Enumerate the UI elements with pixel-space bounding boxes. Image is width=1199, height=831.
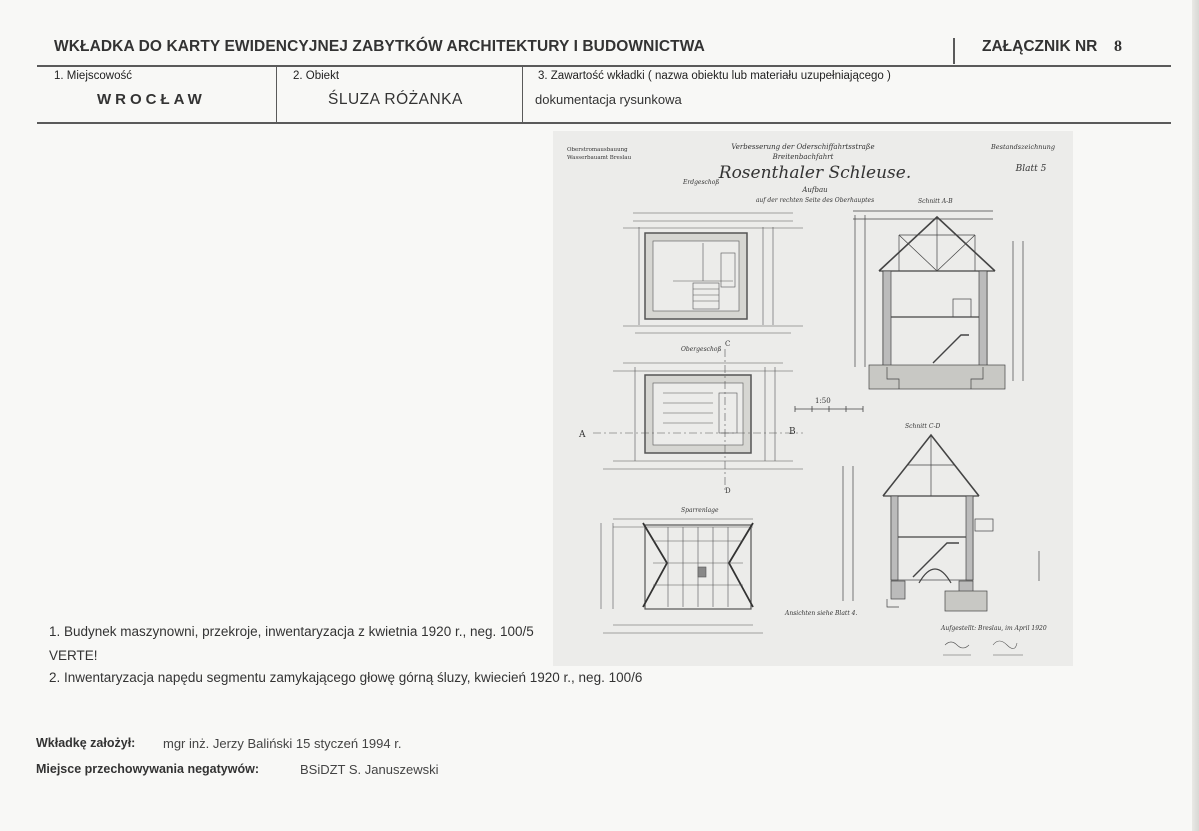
storage-label: Miejsce przechowywania negatywów: (36, 762, 259, 776)
label-section-cd: Schnitt C-D (905, 423, 941, 430)
rafter-layout-plan (601, 519, 763, 633)
drawing-header-left-1: Oberstromausbauung (567, 147, 628, 153)
drawing-svg (553, 131, 1073, 666)
drawing-header-center-2: Breitenbachfahrt (772, 153, 834, 161)
section-marker-c: C (725, 340, 731, 348)
drawing-signature-note: Aufgestellt: Breslau, im April 1920 (941, 625, 1047, 632)
page-edge (1192, 0, 1199, 831)
author-label: Wkładkę założył: (36, 736, 136, 750)
author-value: mgr inż. Jerzy Baliński 15 styczeń 1994 r. (163, 736, 402, 751)
header-rule-top (37, 65, 1171, 67)
note-item-1: 1. Budynek maszynowni, przekroje, inwentaryzacja z kwietnia 1920 r., neg. 100/5 (49, 624, 534, 639)
drawing-header-right-1: Bestandszeichnung (990, 143, 1056, 151)
attachment-label: ZAŁĄCZNIK NR (982, 38, 1098, 55)
section-cd-drawing (843, 435, 1039, 611)
note-verte: VERTE! (49, 648, 98, 663)
scale-bar (795, 406, 863, 412)
drawing-scale: 1:50 (815, 397, 831, 405)
label-upper-floor: Obergeschoß (681, 346, 722, 353)
drawing-header-center-1: Verbesserung der Oderschiffahrtsstraße (731, 143, 875, 151)
ground-floor-plan (623, 213, 803, 333)
card-title: WKŁADKA DO KARTY EWIDENCYJNEJ ZABYTKÓW ARCHITEKTURY I BUDOWNICTWA (54, 38, 705, 55)
content-value: dokumentacja rysunkowa (535, 92, 682, 107)
label-rafter-layout: Sparrenlage (681, 507, 719, 514)
architectural-drawing-photo (553, 131, 1073, 666)
section-marker-b: B (789, 427, 796, 437)
object-value: ŚLUZA RÓŻANKA (328, 91, 463, 108)
field-divider-1 (276, 66, 277, 123)
attachment-number: 8 (1114, 38, 1122, 55)
section-marker-a: A (579, 430, 586, 440)
drawing-sheet-number: Blatt 5 (1015, 164, 1047, 174)
content-label: 3. Zawartość wkładki ( nazwa obiektu lub materiału uzupełniającego ) (538, 70, 891, 82)
note-item-2: 2. Inwentaryzacja napędu segmentu zamykającego głowę górną śluzy, kwiecień 1920 r., neg. 100/6 (49, 670, 643, 685)
object-label: 2. Obiekt (293, 70, 340, 82)
signature-block (943, 641, 1023, 655)
locality-label: 1. Miejscowość (54, 70, 132, 82)
storage-value: BSiDZT S. Januszewski (300, 762, 439, 777)
title-divider (953, 38, 955, 64)
drawing-subtitle-1: Aufbau (802, 186, 828, 194)
section-marker-d: D (725, 487, 731, 495)
locality-value: WROCŁAW (97, 91, 206, 108)
drawing-header-left-2: Wasserbauamt Breslau (567, 155, 632, 161)
drawing-subtitle-2: auf der rechten Seite des Oberhauptes (755, 197, 875, 204)
field-divider-2 (522, 66, 523, 123)
section-ab-drawing (853, 211, 1023, 389)
drawing-main-title: Rosenthaler Schleuse. (718, 163, 912, 183)
header-rule-bottom (37, 122, 1171, 124)
upper-floor-plan (593, 349, 803, 491)
label-ground-floor: Erdgeschoß (683, 179, 720, 186)
drawing-views-note: Ansichten siehe Blatt 4. (785, 610, 858, 617)
label-section-ab: Schnitt A-B (918, 198, 953, 205)
